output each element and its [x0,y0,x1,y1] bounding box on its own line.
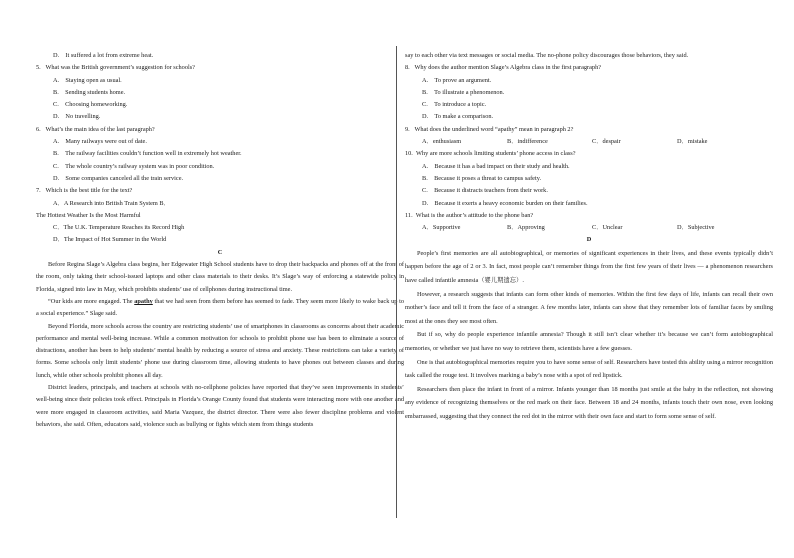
q6-option-a: A. Many railways were out of date. [53,138,147,146]
passage-c-paragraph-3: District leaders, principals, and teachers at schools with no-cellphone policies have reported that they’ve seen improvements in students’ well-being since their policies took effect. Principals in Florida’s Orange County found that students were interacting more with one another and were more engaged in classroom activities, said Maria Vazquez, the district director. There were also fewer discipline problems and violent behaviors, she said. Often, educators said, violence such as bullying or fights which stem from things students [36,384,404,428]
q5-stem: 5. What was the British government’s suggestion for schools? [36,64,195,72]
q6-option-c: C. The whole country’s railway system was in poor condition. [53,162,215,170]
q10-stem: 10. Why are more schools limiting students’ phone access in class? [405,150,576,158]
q7-option-c: C．The U.K. Temperature Reaches its Record High [53,224,185,232]
q5-option-c: C. Choosing homeworking. [53,101,128,109]
q7-option-a: A．A Research into British Train System B． [53,199,170,207]
section-c-heading: C [217,248,223,256]
quote-after: that we had seen from them before has seemed to fade. They seem more likely to wake back up to a social experience.” Slage said. [36,297,404,318]
q5-option-b: B. Sending students home. [53,88,126,96]
q11-options [405,222,773,234]
q4-option-d: D. It suffered a lot from extreme heat. [53,52,154,59]
passage-c-paragraph-2: Beyond Florida, more schools across the country are restricting students’ use of smartphones in classrooms as concerns about their academic performance and mental well-being increase. While a common motivation for schools to prohibit phone use has been to eliminate a source of distractions, another has been to help students’ mental health by reducing a source of stress and anxiety. These restrictions can take a variety of forms. Some schools only limit students’ phone use during classroom time, allowing students to have phones out between classes and during lunch, while other schools prohibit phones all day. [36,322,404,379]
passage-d-paragraph-4: One is that autobiographical memories require you to have some sense of self. Researchers have tested this ability using a mirror recognition task called the rouge test. It involves marking a baby’s nose with a spot of red lipstick. [405,358,773,380]
q6-option-d: D. Some companies canceled all the train service. [53,174,184,182]
passage-d-paragraph-5: Researchers then place the infant in front of a mirror. Infants younger than 18 months just smile at the baby in the reflection, not showing any evidence of recognizing themselves or the red mark on their face. Between 18 and 24 months, infants touch their own nose, even looking embarrassed, suggesting that they connect the red dot in the mirror with their own face and start to form some sense of self. [405,385,773,420]
q8-option-a: A. To prove an argument. [422,76,492,84]
passage-d-paragraph-2: However, a research suggests that infants can form other kinds of memories. Within the first few days of life, infants can recall their own mother’s face and tell it from the face of a stranger. A few months later, infants can show that they remember lots of familiar faces by smiling most at the ones they see most often. [405,290,773,325]
q10-option-b: B. Because it poses a threat to campus safety. [422,174,542,182]
q11-stem: 11. What is the author’s attitude to the phone ban? [405,211,534,219]
q8-option-b: B. To illustrate a phenomenon. [422,88,505,96]
passage-c-continuation: say to each other via text messages or social media. The no-phone policy discourages those behaviors, they said. [405,52,689,59]
q9-option-c: C．despair [592,138,621,146]
q9-stem: 9. What does the underlined word “apathy” mean in paragraph 2? [405,125,574,133]
passage-d-paragraph-3: But if so, why do people experience infantile amnesia? Though it still isn’t clear whether it’s because we can’t form autobiographical memories, or whether we just have no way to retrieve them, scientists have a few guesses. [405,331,773,352]
q6-option-b: B. The railway facilities couldn’t function well in extremely hot weather. [53,150,242,158]
quote-before: “Our kids are more engaged. The [48,297,135,305]
passage-c-paragraph-1: Before Regina Slage’s Algebra class begins, her Edgewater High School students have to drop their backpacks and phones off at the front of the room, only taking their school-issued laptops and other class materials to their desks. It’s Slage’s way of enforcing a statewide policy in Florida, signed into law in May, which prohibits students’ use of cellphones during instructional time. [36,261,404,293]
section-d-heading: D [586,236,592,244]
passage-c-quote [36,296,404,321]
q7-option-d: D．The Impact of Hot Summer in the World [53,236,167,244]
q10-option-d: D. Because it exerts a heavy economic burden on their families. [422,199,588,207]
q11-option-c: C．Unclear [592,224,623,232]
q9-option-d: D．mistake [677,138,708,146]
q11-option-b: B．Approving [507,224,545,232]
q11-option-d: D．Subjective [677,224,715,232]
column-divider [396,46,397,518]
underlined-word-apathy: apathy [134,297,153,305]
q9-option-a: A．enthusiasm [422,138,462,146]
q8-option-c: C. To introduce a topic. [422,101,487,109]
left-column [36,50,404,431]
q10-option-c: C. Because it distracts teachers from their work. [422,187,548,195]
q8-option-d: D. To make a comparison. [422,113,494,121]
q9-options [405,136,773,148]
passage-d-paragraph-1: People’s first memories are all autobiographical, or memories of significant experiences in their lives, and these events typically didn’t happen before the age of 2 or 3. In fact, most people can’t remember things from the first few years of their lives — a phenomenon researchers have called infantile amnesia（婴儿期遗忘）. [405,249,773,284]
right-column [405,50,773,423]
q10-option-a: A. Because it has a bad impact on their study and health. [422,162,570,170]
q5-option-d: D. No travelling. [53,113,101,121]
q8-stem: 8. Why does the author mention Slage’s Algebra class in the first paragraph? [405,64,602,72]
q7-option-b: The Hottest Weather Is the Most Harmful [36,211,141,219]
q11-option-a: A．Supportive [422,224,461,232]
q9-option-b: B．indifference [507,138,548,146]
q5-option-a: A. Staying open as usual. [53,76,122,84]
q7-stem: 7. Which is the best title for the text? [36,187,133,195]
q6-stem: 6. What’s the main idea of the last paragraph? [36,125,155,133]
